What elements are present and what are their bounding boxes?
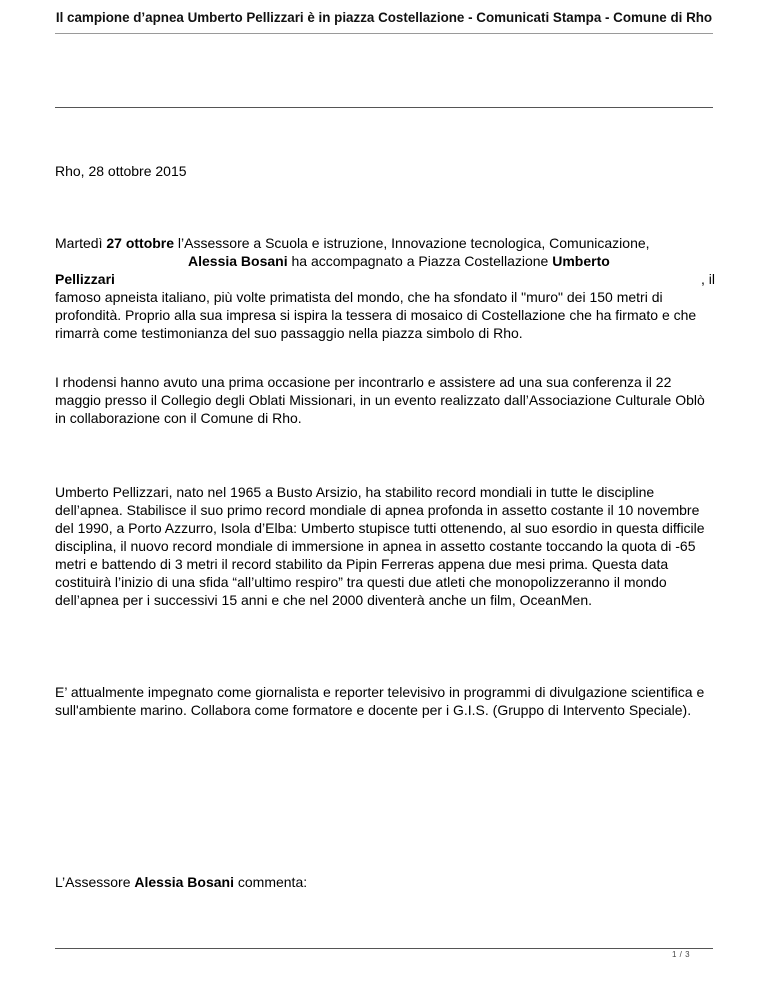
paragraph-text: commenta: xyxy=(233,874,308,890)
paragraph-text: l’Assessore a Scuola e istruzione, Innovazione tecnologica, Comunicazione, xyxy=(174,235,650,251)
paragraph-line xyxy=(55,270,715,288)
content-divider xyxy=(55,107,713,108)
bold-name: Alessia Bosani xyxy=(134,874,234,890)
paragraph-text: , il xyxy=(701,271,715,287)
page-number: 1 / 3 xyxy=(672,950,691,959)
paragraph-text: Martedì xyxy=(55,235,107,251)
header-divider xyxy=(55,33,713,34)
bold-date: 27 ottobre xyxy=(106,235,175,251)
bold-name: Alessia Bosani xyxy=(188,253,288,269)
paragraph-intro xyxy=(55,234,715,342)
bold-name: Umberto xyxy=(552,253,610,269)
paragraph-conference: I rhodensi hanno avuto una prima occasione per incontrarlo e assistere ad una sua conferenza il 22 maggio presso il Collegio degli Oblati Missionari, in un evento realizzato dall’Associazione Culturale Oblò in collaborazione con il Comune di Rho. xyxy=(55,374,705,426)
paragraph-comment xyxy=(55,873,715,891)
footer-divider xyxy=(55,948,713,949)
bold-name: Pellizzari xyxy=(55,271,115,287)
paragraph-text: ha accompagnato a Piazza Costellazione xyxy=(287,253,553,269)
document-header-title: Il campione d’apnea Umberto Pellizzari è in piazza Costellazione - Comunicati Stampa - Comune di Rho xyxy=(55,10,713,25)
paragraph-text: L’Assessore xyxy=(55,874,135,890)
paragraph-line xyxy=(55,252,715,270)
paragraph-text: famoso apneista italiano, più volte primatista del mondo, che ha sfondato il "muro" dei 150 metri di profondità. Proprio alla sua impresa si ispira la tessera di mosaico di Costellazione che ha firmato e che rimarrà come testimonianza del suo passaggio nella piazza simbolo di Rho. xyxy=(55,289,697,341)
paragraph-career: E’ attualmente impegnato come giornalista e reporter televisivo in programmi di divulgazione scientifica e sull'ambiente marino. Collabora come formatore e docente per i G.I.S. (Gruppo di Intervento Speciale). xyxy=(55,684,705,718)
paragraph-biography: Umberto Pellizzari, nato nel 1965 a Busto Arsizio, ha stabilito record mondiali in tutte le discipline dell’apnea. Stabilisce il suo primo record mondiale di apnea profonda in assetto costante il 10 novembre del 1990, a Porto Azzurro, Isola d’Elba: Umberto stupisce tutti ottenendo, al suo esordio in questa difficile disciplina, il nuovo record mondiale di immersione in apnea in assetto costante toccando la quota di -65 metri e battendo di 3 metri il record stabilito da Pipin Ferreras appena due mesi prima. Questa data costituirà l’inizio di una sfida “all’ultimo respiro” tra questi due atleti che monopolizzeranno il mondo dell’apnea per i successivi 15 anni e che nel 2000 diventerà anche un film, OceanMen. xyxy=(55,484,705,608)
press-release-date: Rho, 28 ottobre 2015 xyxy=(55,163,187,179)
